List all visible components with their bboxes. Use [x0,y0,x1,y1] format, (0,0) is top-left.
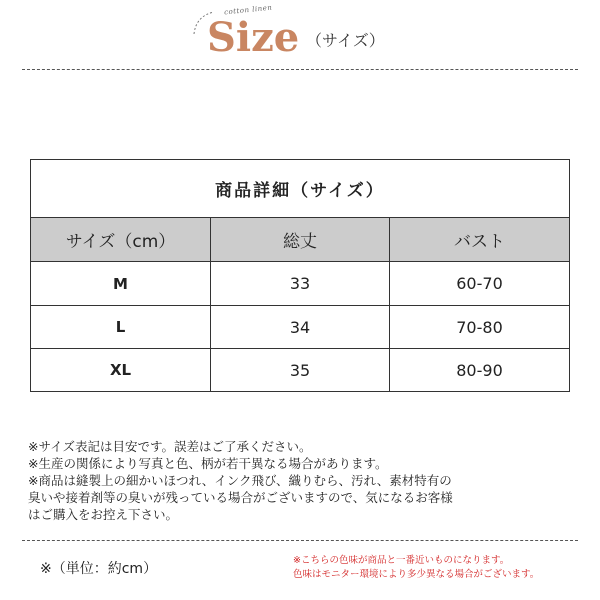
page-header [0,0,600,70]
table-row [31,262,569,306]
table-row [31,349,569,391]
length-cell: 34 [211,306,390,348]
table-header-row [31,218,569,262]
page-subtitle: （サイズ） [306,31,385,50]
bottom-divider [22,540,578,541]
bust-cell: 60-70 [456,274,503,293]
size-cell: M [31,262,211,305]
note-line: ※サイズ表記は目安です。誤差はご了承ください。 [28,439,312,454]
notes [28,438,588,523]
page-title: Size [207,14,300,61]
note-line: 臭いや接着剤等の臭いが残っている場合がございますので、気になるお客様 [28,490,453,505]
color-note [293,554,539,582]
note-line: ※商品は縫製上の細かいほつれ、インク飛び、織りむら、汚れ、素材特有の [28,473,452,488]
length-cell: 33 [211,262,390,305]
color-note-line: 色味はモニター環境により多少異なる場合がございます。 [293,569,540,580]
logo-tagline: cotton linen [223,3,273,17]
size-cell: XL [31,349,211,391]
note-line: はご購入をお控え下さい。 [28,507,179,522]
bust-cell: 80-90 [456,360,503,380]
column-header-size: サイズ（cm） [31,218,211,261]
column-header-length: 総丈 [211,218,390,261]
table-title: 商品詳細（サイズ） [31,160,569,218]
color-note-line: ※こちらの色味が商品と一番近いものになります。 [293,555,510,566]
unit-label: ※（単位：約cm） [40,561,158,577]
top-divider [22,69,578,70]
size-cell: L [31,306,211,348]
column-header-bust: バスト [454,232,505,252]
table-row [31,306,569,349]
bust-cell: 70-80 [456,317,503,337]
size-table [30,159,570,392]
length-cell: 35 [211,349,390,391]
note-line: ※生産の関係により写真と色、柄が若干異なる場合があります。 [28,456,388,471]
